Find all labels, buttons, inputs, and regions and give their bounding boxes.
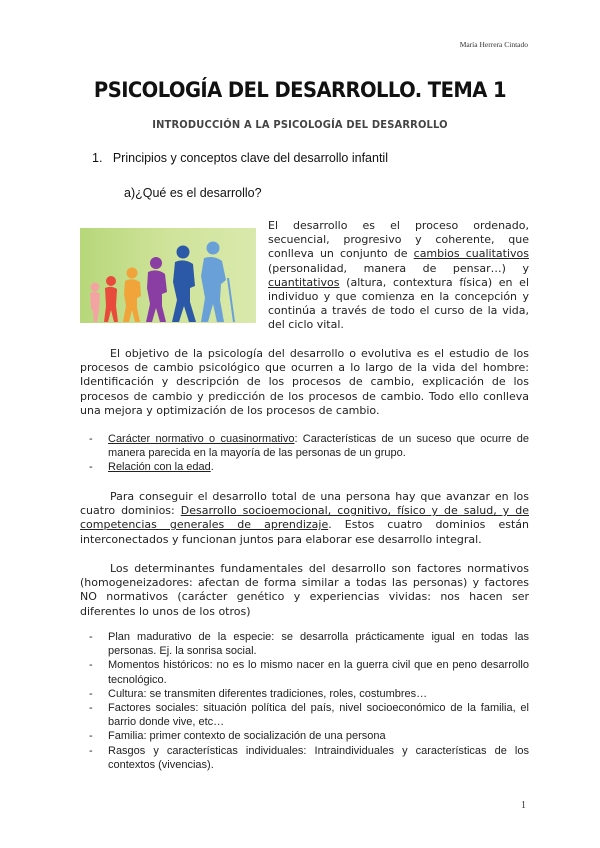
age-relation-term: Relación con la edad bbox=[108, 461, 211, 474]
quantitative-term: cuantitativos bbox=[268, 275, 340, 289]
author-header: María Herrera Cintado bbox=[459, 40, 528, 49]
normative-term: Carácter normativo o cuasinormativo bbox=[108, 433, 295, 445]
list-item: - Cultura: se transmiten diferentes tradiciones, roles, costumbres… bbox=[89, 687, 428, 700]
list-item: - Plan madurativo de la especie: se desarrolla prácticamente igual en todas las personas. Ej. la sonrisa social. bbox=[89, 631, 529, 658]
list-item: - Momentos históricos: no es lo mismo nacer en la guerra civil que en peno desarrollo tecnológico. bbox=[89, 659, 529, 686]
four-domains-term: Desarrollo socioemocional, cognitivo, físico y de salud, y de competencias generales de aprendizaje bbox=[80, 504, 529, 532]
objective-paragraph: El objetivo de la psicología del desarrollo o evolutiva es el estudio de los procesos de cambio psicológico que ocurren a lo largo de la vida del hombre: Identificación y descripción de los procesos de cambio, explicación de los procesos de cambio y predicción de los procesos de cambio. Todo ello conlleva una mejora y optimización de los procesos de cambio. bbox=[80, 347, 529, 417]
section-heading: 1. Principios y conceptos clave del desarrollo infantil bbox=[92, 151, 388, 165]
domains-paragraph: Para conseguir el desarrollo total de una persona hay que avanzar en los cuatro dominios: Desarrollo socioemocional, cognitivo, físico y de salud, y de competencias generales de aprendizaje. Estos cuatro dominios están interconectados y funcionan juntos para elaborar ese desarrollo integral. bbox=[80, 490, 529, 546]
list-item: - Familia: primer contexto de socialización de una persona bbox=[89, 730, 386, 743]
list-item: - Factores sociales: situación política del país, nivel socioeconómico de la familia, el barrio donde vive, etc… bbox=[89, 702, 529, 729]
qualitative-changes-term: cambios cualitativos bbox=[413, 247, 529, 261]
development-definition: El desarrollo es el proceso ordenado, secuencial, progresivo y coherente, que conlleva un conjunto de cambios cualitativos (personalidad, manera de pensar…) y cuantitativos (altura, contextura física) en el individuo y que comienza en la concepción y continúa a través de todo el curso de la vida, del ciclo vital. bbox=[268, 219, 529, 332]
page-number: 1 bbox=[521, 800, 526, 811]
determinants-paragraph: Los determinantes fundamentales del desarrollo son factores normativos (homogeneizadores: afectan de forma similar a todas las personas) y factores NO normativos (carácter genético y experiencias vividas: nos hacen ser diferentes lo unos de los otros) bbox=[80, 562, 529, 618]
factors-list bbox=[80, 630, 529, 772]
document-title: PSICOLOGÍA DEL DESARROLLO. TEMA 1 bbox=[93, 78, 507, 102]
document-subtitle: INTRODUCCIÓN A LA PSICOLOGÍA DEL DESARROLLO bbox=[152, 118, 448, 131]
list-item: - Rasgos y características individuales: Intraindividuales y características de los contextos (vivencias). bbox=[89, 744, 529, 771]
criteria-list bbox=[80, 432, 529, 475]
list-item: - Relación con la edad. bbox=[89, 461, 214, 474]
human-development-illustration bbox=[80, 228, 256, 323]
list-item: - Carácter normativo o cuasinormativo: Características de un suceso que ocurre de manera parecida en la mayoría de las personas de un grupo. bbox=[89, 433, 529, 460]
subsection-heading: a)¿Qué es el desarrollo? bbox=[124, 186, 262, 200]
